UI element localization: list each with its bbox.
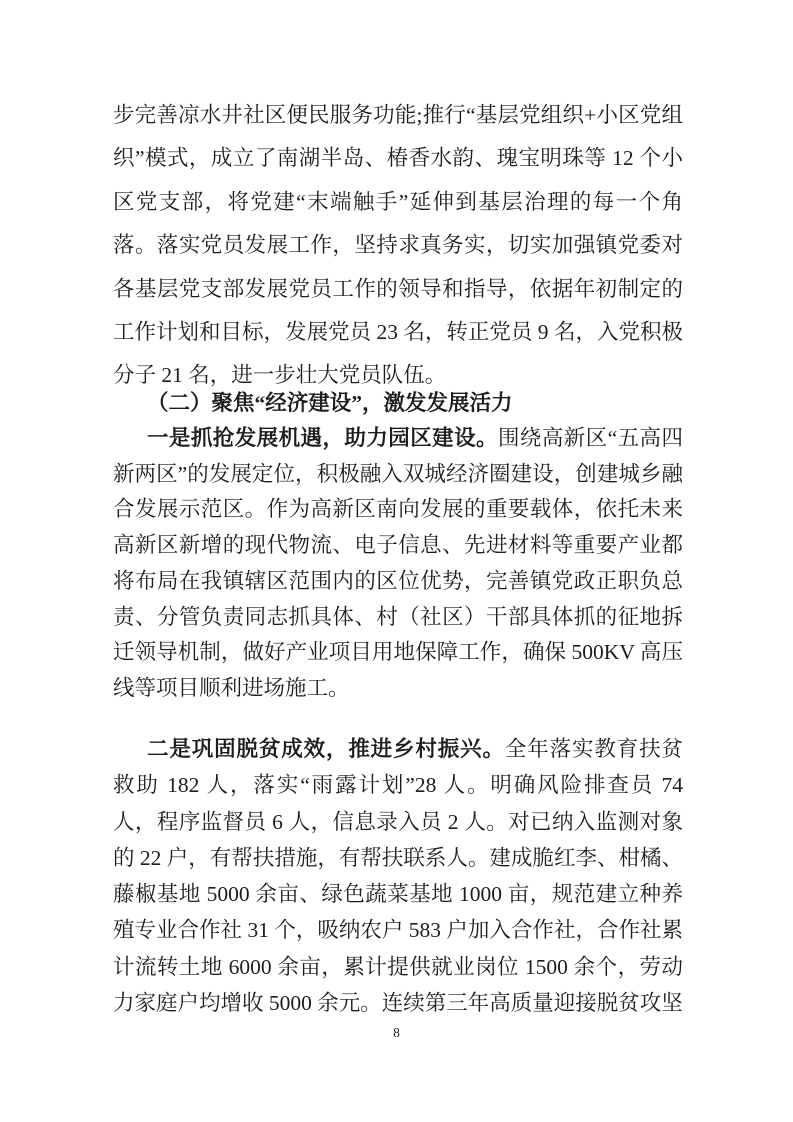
paragraph-lead-bold: 二是巩固脱贫成效，推进乡村振兴。 bbox=[147, 737, 505, 761]
page-number: 8 bbox=[393, 1025, 400, 1040]
paragraph-poverty-alleviation bbox=[113, 731, 683, 1021]
paragraph-body-text: 全年落实教育扶贫救助 182 人，落实“雨露计划”28 人。明确风险排查员 74 人，程序监督员 6 人，信息录入员 2 人。对已纳入监测对象的 22 户，有帮扶措施，有帮扶联系人。建成脆红李、柑橘、藤椒基地 5000 余亩、绿色蔬菜基地 1000 亩，规范建立种养殖专业合作社 31 个，吸纳农户 583 户加入合作社，合作社累计流转土地 6000 余亩，累计提供就业岗位 1500 余个，劳动力家庭户均增收 5000 余元。连续第三年高质量迎接脱贫攻坚 bbox=[113, 737, 683, 1016]
section-heading-economic-development: （二）聚焦“经济建设”，激发发展活力 bbox=[147, 391, 513, 415]
paragraph-body-text: 围绕高新区“五高四新两区”的发展定位，积极融入双城经济圈建设，创建城乡融合发展示范区。作为高新区南向发展的重要载体，依托未来高新区新增的现代物流、电子信息、先进材料等重要产业都将布局在我镇辖区范围内的区位优势，完善镇党政正职负总责、分管负责同志抓具体、村（社区）干部具体抓的征地拆迁领导机制，做好产业项目用地保障工作，确保 500KV 高压线等项目顺利进场施工。 bbox=[113, 426, 683, 700]
paragraph-lead-bold: 一是抓抢发展机遇，助力园区建设。 bbox=[147, 426, 498, 450]
paragraph-zone-construction bbox=[113, 421, 683, 707]
paragraph-party-building: 步完善凉水井社区便民服务功能;推行“基层党组织+小区党组织”模式，成立了南湖半岛、椿香水韵、瑰宝明珠等 12 个小区党支部，将党建“末端触手”延伸到基层治理的每一个角落。落实党员发展工作，坚持求真务实，切实加强镇党委对各基层党支部发展党员工作的领导和指导，依据年初制定的工作计划和目标，发展党员 23 名，转正党员 9 名，入党积极分子 21 名，进一步壮大党员队伍。 bbox=[113, 103, 683, 388]
